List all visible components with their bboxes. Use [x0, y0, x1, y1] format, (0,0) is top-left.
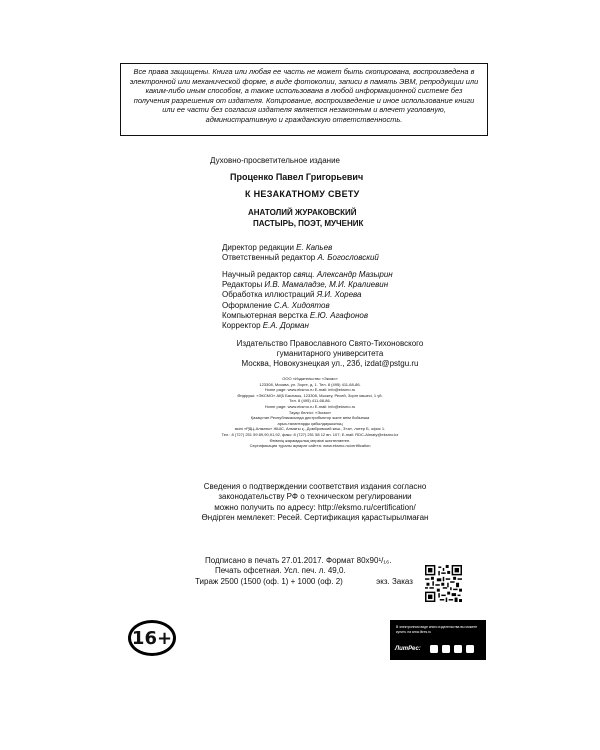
litres-panel	[390, 620, 486, 660]
book-title: К НЕЗАКАТНОМУ СВЕТУ	[245, 189, 360, 199]
age-rating-badge	[128, 620, 176, 656]
copyright-text: Все права защищены. Книга или любая ее часть не может быть скопирована, воспроизведена в электронной или механической форме, в виде фотокопии, записи в память ЭВМ, репродукции или каким-либо иным способом, а также использована в любой информационной системе без получения разрешения от издателя. Копирование, воспроизведение и иное использование книги или ее части без согласия издателя является незаконным и влечет уголовную, административную и гражданскую ответственность.	[129, 67, 479, 124]
author-name: Проценко Павел Григорьевич	[230, 172, 364, 182]
print-line: Тираж 2500 (1500 (оф. 1) + 1000 (оф. 2) экз. Заказ	[195, 576, 413, 586]
publisher-line: Москва, Новокузнецкая ул., 23б, izdat@pstgu.ru	[241, 359, 419, 368]
apple-icon	[442, 645, 450, 653]
imprint-line: өкілі «РДЦ-Алматы» ЖШС, Алматы қ., Домбровский көш., 3«а», литер Б, офис 1.	[234, 426, 386, 432]
cert-line: Өндірген мемлекет: Ресей. Сертификация қарастырылмаған	[201, 512, 429, 522]
copyright-notice	[120, 63, 488, 136]
credit-line: Обработка иллюстраций Я.И. Хорева	[222, 290, 362, 300]
publisher-info	[200, 339, 460, 369]
imprint-line: Тауар белгісі: «Эксмо»	[288, 409, 332, 415]
credit-line: Оформление С.А. Хидоятов	[222, 300, 330, 310]
imprint-line: 123308, Москва, ул. Зорге, д. 1. Тел. 8 (495) 411-68-86.	[259, 381, 361, 387]
imprint-line: Тел. 8 (495) 411-68-86.	[289, 398, 331, 404]
imprint-line: Сертификация туралы ақпарат сайтта: www.eksmo.ru/certification	[249, 443, 371, 449]
credits-bottom	[222, 270, 393, 331]
credit-line: Директор редакции Е. Капьев	[222, 243, 333, 252]
litres-logo: ЛитРес:	[395, 646, 421, 652]
genre-label: Духовно-просветительное издание	[210, 156, 340, 165]
age-rating-text: 16+	[131, 627, 173, 649]
print-line: Подписано в печать 27.01.2017. Формат 80x90¹/₁₆.	[205, 556, 392, 565]
imprint-line: арыз-талаптарды қабылдаушының	[277, 420, 343, 426]
litres-text-line: В электронном виде книги издательства вы можете	[396, 625, 478, 629]
imprint-line: ООО «Издательство «Эксмо»	[282, 376, 338, 381]
cert-line: Сведения о подтверждении соответствия издания согласно	[203, 482, 427, 491]
cert-line: законодательству РФ о техническом регулировании	[218, 492, 412, 502]
imprint-line: Home page: www.eksmo.ru E-mail: info@eksmo.ru	[264, 387, 356, 393]
imprint-line: Өнімнің жарамдылық мерзімі шектелмеген.	[269, 437, 351, 443]
subtitle-line-1: АНАТОЛИЙ ЖУРАКОВСКИЙ	[248, 208, 357, 217]
certification-info	[165, 482, 465, 523]
imprint-line: Home page: www.eksmo.ru E-mail: info@eksmo.ru	[264, 403, 356, 409]
credit-line: Компьютерная верстка Е.Ю. Агафонов	[222, 310, 368, 320]
publisher-line: гуманитарного университета	[276, 349, 384, 358]
android-icon	[454, 645, 462, 653]
imprint-line: Тел.: 8 (727) 251 59 89,90,91,92, факс: 8 (727) 251 58 12 вн. 107; E-mail: RDC-Almaty@eksmo.kz	[221, 431, 399, 437]
credit-line: Редакторы И.В. Мамаладзе, М.И. Кралиевин	[222, 280, 389, 290]
windows-icon	[466, 645, 474, 653]
qr-code-icon	[425, 565, 462, 602]
subtitle-line-2: ПАСТЫРЬ, ПОЭТ, МУЧЕНИК	[253, 219, 364, 228]
credit-line: Научный редактор свящ. Александр Мазырин	[222, 270, 393, 279]
cert-line: можно получить по адресу: http://eksmo.ru/certification/	[214, 502, 416, 512]
credits-top	[222, 243, 379, 263]
ebook-store-icon	[430, 645, 438, 653]
imprint-line: Өндіруші: «ЭКСМО» АҚБ Баспасы, 123308, Мәскеу, Ресей, Зорге көшесі, 1 үй.	[237, 392, 383, 398]
litres-text-line: купить на www.litres.ru	[396, 630, 432, 634]
credit-line: Корректор Е.А. Дорман	[222, 321, 309, 331]
credit-line: Ответственный редактор А. Богословский	[222, 253, 379, 263]
publisher-line: Издательство Православного Свято-Тихоновского	[236, 339, 424, 348]
eksmo-imprint	[190, 376, 430, 449]
print-line: Печать офсетная. Усл. печ. л. 49,0.	[215, 566, 346, 576]
imprint-line: Қазақстан Республикасында дистрибьютор және өнім бойынша	[250, 415, 370, 421]
